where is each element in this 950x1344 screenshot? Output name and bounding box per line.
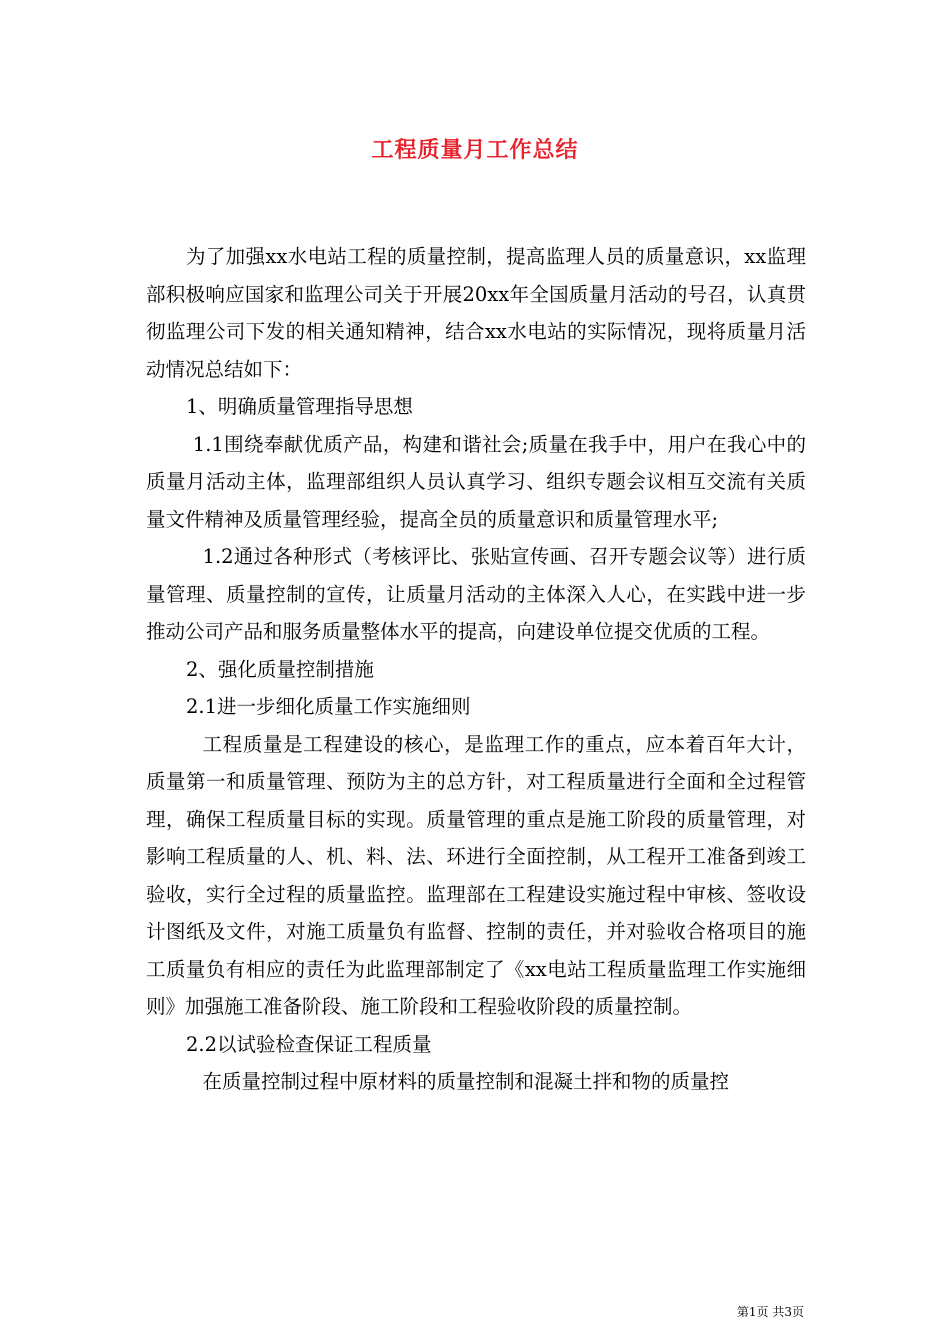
body-paragraph-materials: 在质量控制过程中原材料的质量控制和混凝土拌和物的质量控 <box>202 1070 730 1093</box>
section-heading-2: 2、强化质量控制措施 <box>185 657 374 681</box>
subsection-paragraph-1-1: 1.1围绕奉献优质产品，构建和谐社会;质量在我手中，用户在我心中的质量月活动主体，监理部组织人员认真学习、组织专题会议相互交流有关质量文件精神及质量管理经验，提高全员的质量意识和质量管理水平; <box>146 432 806 531</box>
page-number: 第1页 共3页 <box>736 1305 804 1319</box>
intro-paragraph: 为了加强xx水电站工程的质量控制，提高监理人员的质量意识，xx监理部积极响应国家和监理公司关于开展20xx年全国质量月活动的号召，认真贯彻监理公司下发的相关通知精神，结合xx水电站的实际情况，现将质量月活动情况总结如下： <box>146 245 806 381</box>
document-title: 工程质量月工作总结 <box>371 137 579 163</box>
subsection-heading-2-1: 2.1进一步细化质量工作实施细则 <box>185 695 471 718</box>
subsection-heading-2-2: 2.2以试验检查保证工程质量 <box>185 1032 432 1056</box>
document-body <box>146 238 806 1101</box>
subsection-paragraph-1-2: 1.2通过各种形式（考核评比、张贴宣传画、召开专题会议等）进行质量管理、质量控制的宣传，让质量月活动的主体深入人心，在实践中进一步推动公司产品和服务质量整体水平的提高，向建设单位提交优质的工程。 <box>146 545 806 643</box>
body-paragraph-quality: 工程质量是工程建设的核心，是监理工作的重点，应本着百年大计，质量第一和质量管理、预防为主的总方针，对工程质量进行全面和全过程管理，确保工程质量目标的实现。质量管理的重点是施工阶段的质量管理，对影响工程质量的人、机、料、法、环进行全面控制，从工程开工准备到竣工验收，实行全过程的质量监控。监理部在工程建设实施过程中审核、签收设计图纸及文件，对施工质量负有监督、控制的责任，并对验收合格项目的施工质量负有相应的责任为此监理部制定了《xx电站工程质量监理工作实施细则》加强施工准备阶段、施工阶段和工程验收阶段的质量控制。 <box>146 732 806 1018</box>
section-heading-1: 1、明确质量管理指导思想 <box>185 395 413 418</box>
